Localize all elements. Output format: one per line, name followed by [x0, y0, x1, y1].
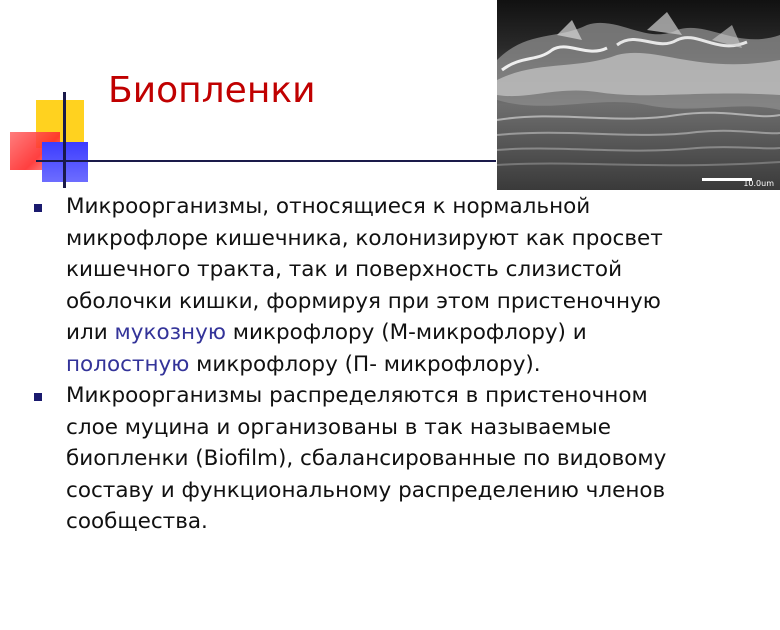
- text-line: [66, 412, 764, 444]
- text-line: [66, 286, 764, 318]
- text-line: [66, 349, 764, 381]
- term-mucosal: мукозную: [114, 320, 226, 345]
- bullet-square-icon: [34, 393, 42, 401]
- bullet-text-1: [66, 191, 764, 380]
- text-segment: Микроорганизмы распределяются в пристеночном: [66, 383, 648, 408]
- text-segment: оболочки кишки, формируя при этом пристеночную: [66, 288, 661, 314]
- text-segment: кишечного тракта, так и поверхность слизистой: [66, 257, 623, 282]
- bullet-item-1: [34, 191, 764, 380]
- text-segment: Микроорганизмы, относящиеся к нормальной: [66, 194, 591, 219]
- decor-vertical-line: [63, 92, 66, 188]
- text-line: [66, 506, 764, 538]
- text-segment: составу и функциональному распределению членов: [66, 477, 666, 503]
- text-line: [66, 475, 764, 507]
- term-cavitary: полостную: [66, 351, 190, 377]
- sem-micrograph-image: [497, 0, 780, 190]
- text-segment: микрофлоре кишечника, колонизируют как просвет: [66, 225, 663, 251]
- text-segment: слое муцина и организованы в так называемые: [66, 414, 611, 440]
- scale-bar-label: 10.0um: [743, 179, 774, 188]
- bullet-text-2: [66, 380, 764, 538]
- bullet-square-icon: [34, 204, 42, 212]
- sem-texture: [497, 0, 780, 190]
- text-segment: биопленки (Biofilm), сбалансированные по видовому: [66, 446, 667, 471]
- text-segment: микрофлору (П- микрофлору).: [189, 351, 541, 377]
- bullet-item-2: [34, 380, 764, 538]
- text-line: [66, 254, 764, 286]
- text-line: [66, 223, 764, 255]
- text-line: [66, 317, 764, 349]
- text-line: [66, 380, 764, 412]
- text-segment: сообщества.: [66, 509, 208, 534]
- bullet-list: [34, 191, 764, 538]
- decor-horizontal-line: [36, 160, 496, 162]
- text-segment: микрофлору (М-микрофлору) и: [225, 320, 587, 345]
- text-line: [66, 191, 764, 223]
- slide-title: Биопленки: [108, 70, 316, 111]
- text-segment: или: [66, 320, 115, 345]
- text-line: [66, 443, 764, 475]
